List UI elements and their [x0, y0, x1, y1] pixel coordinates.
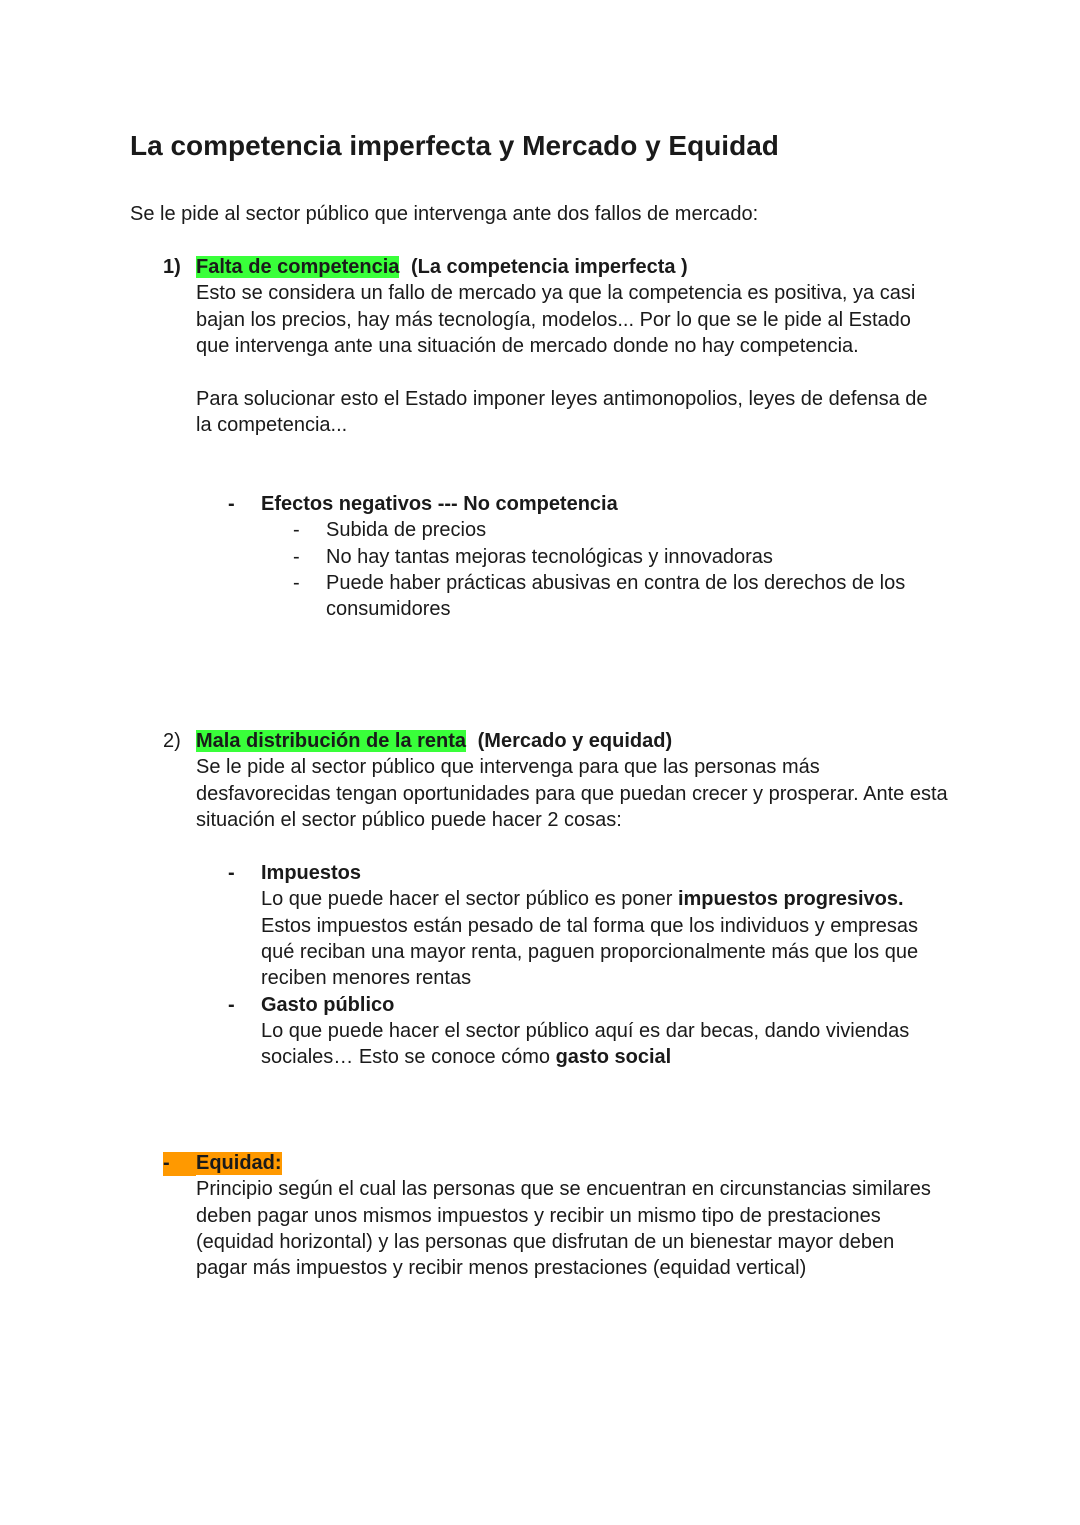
bullet-dash: -	[228, 493, 235, 515]
sub-bullet-dash: -	[293, 546, 300, 568]
equidad-line1: Principio según el cual las personas que se encuentran en circunstancias similares	[196, 1178, 931, 1200]
section2-p1-line1: Se le pide al sector público que intervenga para que las personas más	[196, 756, 820, 778]
section2-highlight: Mala distribución de la renta	[196, 730, 467, 752]
impuestos-line4: reciben menores rentas	[261, 967, 472, 989]
section1-p1-line1: Esto se considera un fallo de mercado ya que la competencia es positiva, ya casi	[196, 282, 916, 304]
sub-item: Subida de precios	[326, 519, 487, 541]
section2-heading	[196, 730, 672, 753]
equidad-line4: pagar más impuestos y recibir menos prestaciones (equidad vertical)	[196, 1257, 807, 1279]
bullet-efectos-title: Efectos negativos --- No competencia	[261, 493, 618, 515]
impuestos-progresivos-bold: impuestos progresivos.	[677, 888, 904, 910]
section1-p2-line1: Para solucionar esto el Estado imponer leyes antimonopolios, leyes de defensa de	[196, 388, 928, 410]
section1-number: 1)	[163, 256, 181, 278]
bullet-dash: -	[228, 994, 235, 1016]
section1-p1-line3: que intervenga ante una situación de mercado donde no hay competencia.	[196, 335, 859, 357]
section1-heading	[196, 256, 688, 279]
impuestos-line1	[261, 888, 904, 911]
section1-p1-line2: bajan los precios, hay más tecnología, modelos... Por lo que se le pide al Estado	[196, 309, 911, 331]
section2-number: 2)	[163, 730, 181, 752]
bullet-dash: -	[228, 862, 235, 884]
gasto-title: Gasto público	[261, 994, 395, 1016]
sub-bullet-dash: -	[293, 572, 300, 594]
gasto-line2-text: sociales… Esto se conoce cómo	[261, 1046, 556, 1068]
section2-p1-line2: desfavorecidas tengan oportunidades para que puedan crecer y prosperar. Ante esta	[196, 783, 948, 805]
impuestos-title: Impuestos	[261, 862, 362, 884]
equidad-line2: deben pagar unos mismos impuestos y recibir un mismo tipo de prestaciones	[196, 1205, 881, 1227]
equidad-dash: -	[163, 1152, 196, 1176]
sub-item-continued: consumidores	[326, 598, 451, 620]
sub-bullet-dash: -	[293, 519, 300, 541]
equidad-title: Equidad:	[196, 1152, 282, 1174]
intro-text: Se le pide al sector público que intervenga ante dos fallos de mercado:	[130, 203, 759, 225]
sub-item: Puede haber prácticas abusivas en contra de los derechos de los	[326, 572, 906, 594]
impuestos-line3: qué reciban una mayor renta, paguen proporcionalmente más que los que	[261, 941, 919, 963]
section2-p1-line3: situación el sector público puede hacer 2 cosas:	[196, 809, 622, 831]
page-title: La competencia imperfecta y Mercado y Equidad	[130, 130, 779, 161]
section1-highlight: Falta de competencia	[196, 256, 400, 278]
gasto-line2	[261, 1046, 671, 1069]
impuestos-line2: Estos impuestos están pesado de tal forma que los individuos y empresas	[261, 915, 919, 937]
section2-subtitle: (Mercado y equidad)	[477, 730, 673, 752]
section1-subtitle: (La competencia imperfecta )	[410, 256, 688, 278]
equidad-line3: (equidad horizontal) y las personas que disfrutan de un bienestar mayor deben	[196, 1231, 895, 1253]
impuestos-line1-text: Lo que puede hacer el sector público es poner	[261, 888, 678, 910]
gasto-social-bold: gasto social	[555, 1046, 672, 1068]
sub-item: No hay tantas mejoras tecnológicas y innovadoras	[326, 546, 773, 568]
gasto-line1: Lo que puede hacer el sector público aquí es dar becas, dando viviendas	[261, 1020, 910, 1042]
section1-p2-line2: la competencia...	[196, 414, 348, 436]
